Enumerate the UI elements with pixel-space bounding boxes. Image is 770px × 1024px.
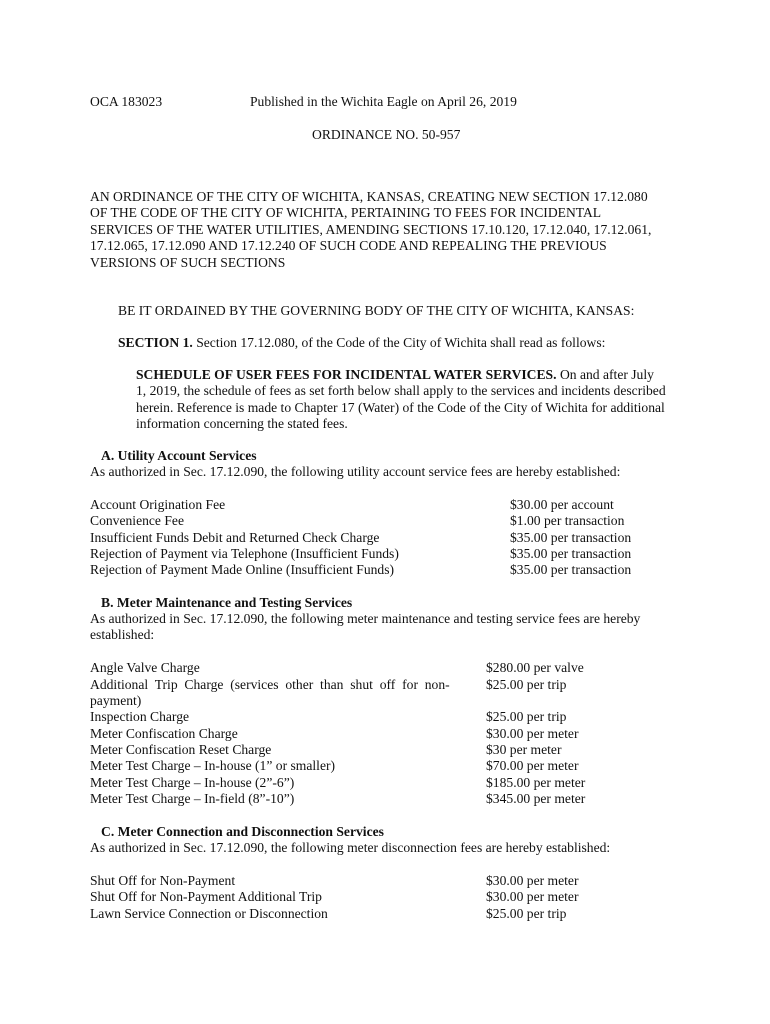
fee-row (90, 758, 690, 774)
fee-description: Meter Test Charge – In-house (1” or smaller) (90, 758, 336, 773)
fee-row (90, 791, 690, 807)
oca-number: OCA 183023 (90, 94, 163, 109)
fee-row (90, 513, 690, 529)
enacting-clause: BE IT ORDAINED BY THE GOVERNING BODY OF THE CITY OF WICHITA, KANSAS: (118, 303, 635, 318)
section-b-intro: established: (90, 627, 155, 642)
title-line: 17.12.065, 17.12.090 AND 17.12.240 OF SUCH CODE AND REPEALING THE PREVIOUS (90, 238, 607, 254)
fee-description: Meter Test Charge – In-house (2”-6”) (90, 775, 295, 790)
fee-row (90, 562, 690, 578)
fee-description: Additional Trip Charge (services other than shut off for non- (90, 677, 450, 692)
fee-amount: $30.00 per meter (486, 889, 579, 904)
schedule-paragraph (136, 367, 696, 433)
fee-amount: $30.00 per account (510, 497, 614, 512)
fee-description: Meter Confiscation Charge (90, 726, 238, 741)
fee-description: Insufficient Funds Debit and Returned Check Charge (90, 530, 380, 545)
fee-amount: $35.00 per transaction (510, 562, 632, 577)
fee-row (90, 530, 690, 546)
fee-row (90, 873, 690, 889)
fee-description: Meter Test Charge – In-field (8”-10”) (90, 791, 295, 806)
fee-row (90, 693, 690, 709)
ordinance-number: ORDINANCE NO. 50-957 (312, 127, 461, 142)
section-a-heading: A. Utility Account Services (101, 448, 257, 463)
title-line: SERVICES OF THE WATER UTILITIES, AMENDING SECTIONS 17.10.120, 17.12.040, 17.12.061, (90, 221, 652, 237)
fee-amount: $70.00 per meter (486, 758, 579, 773)
fee-description: Account Origination Fee (90, 497, 226, 512)
fee-row (90, 497, 690, 513)
fee-row (90, 709, 690, 725)
section-c-heading: C. Meter Connection and Disconnection Services (101, 824, 384, 839)
fee-amount: $185.00 per meter (486, 775, 586, 790)
section-1-text: Section 17.12.080, of the Code of the City of Wichita shall read as follows: (196, 335, 606, 350)
fee-amount: $280.00 per valve (486, 660, 584, 675)
schedule-heading: SCHEDULE OF USER FEES FOR INCIDENTAL WATER SERVICES. (136, 367, 557, 382)
title-line: VERSIONS OF SUCH SECTIONS (90, 254, 286, 270)
fee-description: Meter Confiscation Reset Charge (90, 742, 272, 757)
fee-row (90, 742, 690, 758)
title-line: AN ORDINANCE OF THE CITY OF WICHITA, KANSAS, CREATING NEW SECTION 17.12.080 (90, 189, 648, 204)
section-1-label: SECTION 1. (118, 335, 193, 350)
fee-amount: $1.00 per transaction (510, 513, 625, 528)
fee-amount: $30.00 per meter (486, 726, 579, 741)
fee-amount: $25.00 per trip (486, 906, 567, 921)
section-b-heading: B. Meter Maintenance and Testing Services (101, 595, 353, 610)
fee-row (90, 726, 690, 742)
fee-row (90, 677, 690, 693)
fee-amount: $345.00 per meter (486, 791, 586, 806)
schedule-line (136, 367, 696, 383)
fee-row (90, 546, 690, 562)
section-a-intro: As authorized in Sec. 17.12.090, the following utility account service fees are hereby established: (90, 464, 621, 479)
fee-description: Convenience Fee (90, 513, 184, 528)
fee-amount: $25.00 per trip (486, 677, 567, 692)
publication-notice: Published in the Wichita Eagle on April 26, 2019 (250, 94, 517, 109)
schedule-line: herein. Reference is made to Chapter 17 (Water) of the Code of the City of Wichita for additional (136, 399, 665, 415)
fee-description: Shut Off for Non-Payment Additional Trip (90, 889, 322, 904)
fee-description: Inspection Charge (90, 709, 190, 724)
fee-amount: $35.00 per transaction (510, 546, 632, 561)
fee-description: payment) (90, 693, 142, 708)
fee-description: Shut Off for Non-Payment (90, 873, 236, 888)
fee-row (90, 660, 690, 676)
section-c-intro: As authorized in Sec. 17.12.090, the following meter disconnection fees are hereby established: (90, 840, 611, 855)
fee-row (90, 889, 690, 905)
ordinance-title (90, 189, 690, 271)
fee-amount: $30.00 per meter (486, 873, 579, 888)
section-1 (118, 335, 605, 351)
fee-row (90, 906, 690, 922)
fee-description: Rejection of Payment Made Online (Insufficient Funds) (90, 562, 395, 577)
fee-description: Rejection of Payment via Telephone (Insufficient Funds) (90, 546, 399, 561)
fee-amount: $30 per meter (486, 742, 562, 757)
schedule-text: On and after July (559, 367, 654, 382)
fee-row (90, 775, 690, 791)
section-b-intro: As authorized in Sec. 17.12.090, the following meter maintenance and testing service fees are hereby (90, 611, 641, 626)
fee-description: Lawn Service Connection or Disconnection (90, 906, 328, 921)
fee-amount: $25.00 per trip (486, 709, 567, 724)
schedule-line: 1, 2019, the schedule of fees as set forth below shall apply to the services and incidents described (136, 383, 666, 399)
fee-amount: $35.00 per transaction (510, 530, 632, 545)
title-line: OF THE CODE OF THE CITY OF WICHITA, PERTAINING TO FEES FOR INCIDENTAL (90, 205, 602, 221)
fee-description: Angle Valve Charge (90, 660, 200, 675)
schedule-line: information concerning the stated fees. (136, 416, 348, 432)
